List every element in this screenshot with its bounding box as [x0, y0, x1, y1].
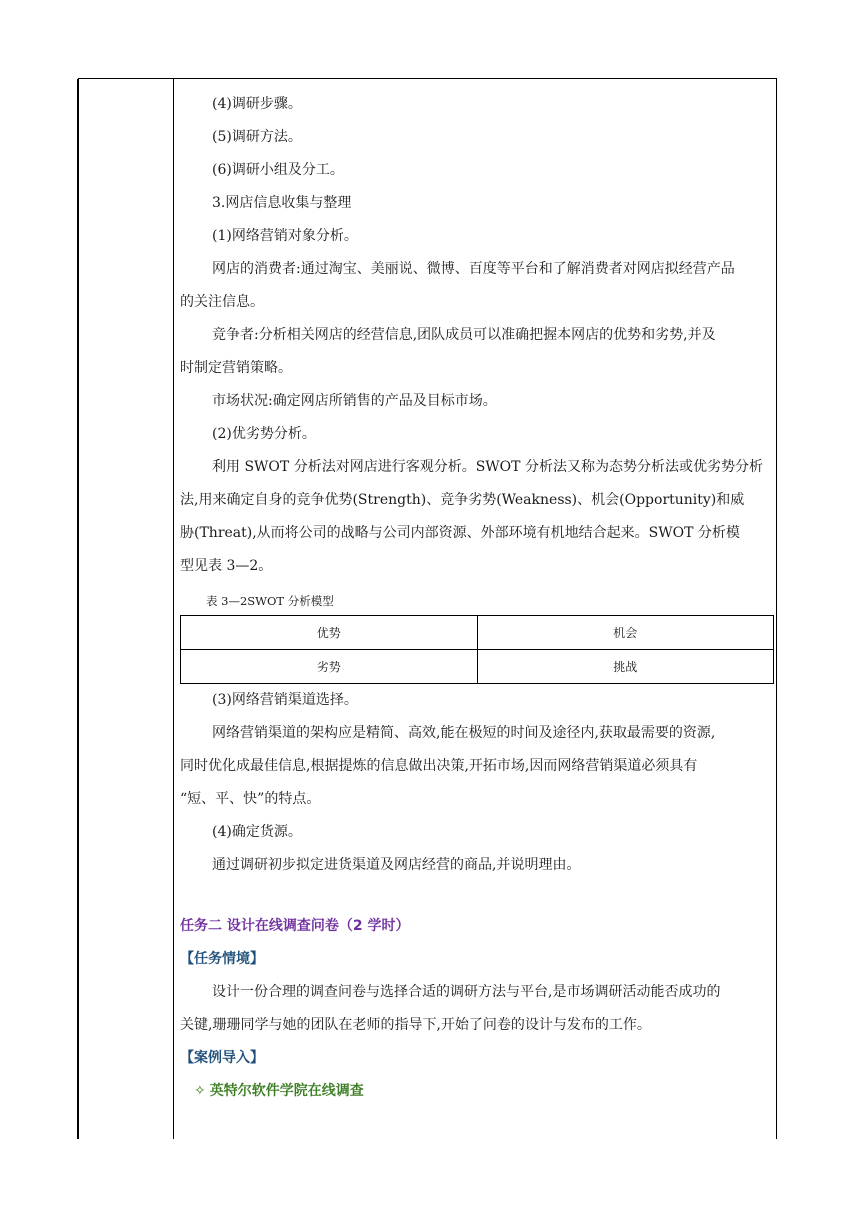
- left-border: [77, 79, 79, 1139]
- para-situation-1: 设计一份合理的调查问卷与选择合适的调研方法与平台,是市场调研活动能否成功的: [212, 984, 721, 1000]
- para-competitors-1: 竞争者:分析相关网店的经营信息,团队成员可以准确把握本网店的优势和劣势,并及: [212, 327, 716, 343]
- case-heading: 【案例导入】: [180, 1050, 264, 1066]
- para-market: 市场状况:确定网店所销售的产品及目标市场。: [212, 393, 497, 409]
- para-consumers-1: 网店的消费者:通过淘宝、美丽说、微博、百度等平台和了解消费者对网店拟经营产品: [212, 261, 735, 277]
- case-item: [180, 1075, 772, 1108]
- swot-cell-opportunities: 机会: [477, 616, 774, 650]
- para-channel-2: 同时优化成最佳信息,根据提炼的信息做出决策,开拓市场,因而网络营销渠道必须具有: [180, 758, 698, 774]
- line-section-3: 3.网店信息收集与整理: [212, 195, 352, 211]
- para-swot-4: 型见表 3—2。: [180, 558, 273, 574]
- line-target-analysis: (1)网络营销对象分析。: [212, 228, 358, 244]
- swot-cell-weaknesses: 劣势: [181, 650, 478, 684]
- line-research-steps: (4)调研步骤。: [212, 96, 302, 112]
- line-research-team: (6)调研小组及分工。: [212, 162, 344, 178]
- table-row: [181, 616, 774, 650]
- table-caption: 表 3—2SWOT 分析模型: [206, 594, 334, 608]
- para-channel-3: “短、平、快”的特点。: [180, 791, 321, 807]
- cell-content: [180, 88, 772, 1108]
- swot-heading: (2)优劣势分析。: [212, 426, 316, 442]
- channel-heading: (3)网络营销渠道选择。: [212, 692, 358, 708]
- para-swot-3: 胁(Threat),从而将公司的战略与公司内部资源、外部环境有机地结合起来。SWOT 分析模: [180, 525, 740, 541]
- para-swot-1: 利用 SWOT 分析法对网店进行客观分析。SWOT 分析法又称为态势分析法或优劣势分析: [212, 459, 763, 475]
- task-two-title: 任务二 设计在线调查问卷（2 学时）: [180, 918, 410, 934]
- swot-cell-threats: 挑战: [477, 650, 774, 684]
- para-competitors-2: 时制定营销策略。: [180, 360, 292, 376]
- column-divider: [173, 79, 174, 1139]
- swot-cell-strengths: 优势: [181, 616, 478, 650]
- situation-heading: 【任务情境】: [180, 951, 264, 967]
- line-research-methods: (5)调研方法。: [212, 129, 302, 145]
- para-swot-2: 法,用来确定自身的竞争优势(Strength)、竞争劣势(Weakness)、机会(Opportunity)和威: [180, 492, 745, 508]
- para-channel-1: 网络营销渠道的架构应是精简、高效,能在极短的时间及途径内,获取最需要的资源,: [212, 725, 716, 741]
- swot-table: [180, 615, 774, 684]
- para-source: 通过调研初步拟定进货渠道及网店经营的商品,并说明理由。: [212, 857, 581, 873]
- para-consumers-2: 的关注信息。: [180, 294, 264, 310]
- case-item-label: 英特尔软件学院在线调查: [209, 1083, 364, 1099]
- table-row: [181, 650, 774, 684]
- spacer: [180, 882, 772, 910]
- para-situation-2: 关键,珊珊同学与她的团队在老师的指导下,开始了问卷的设计与发布的工作。: [180, 1017, 651, 1033]
- four-point-star-icon: ✧: [194, 1083, 206, 1099]
- source-heading: (4)确定货源。: [212, 824, 302, 840]
